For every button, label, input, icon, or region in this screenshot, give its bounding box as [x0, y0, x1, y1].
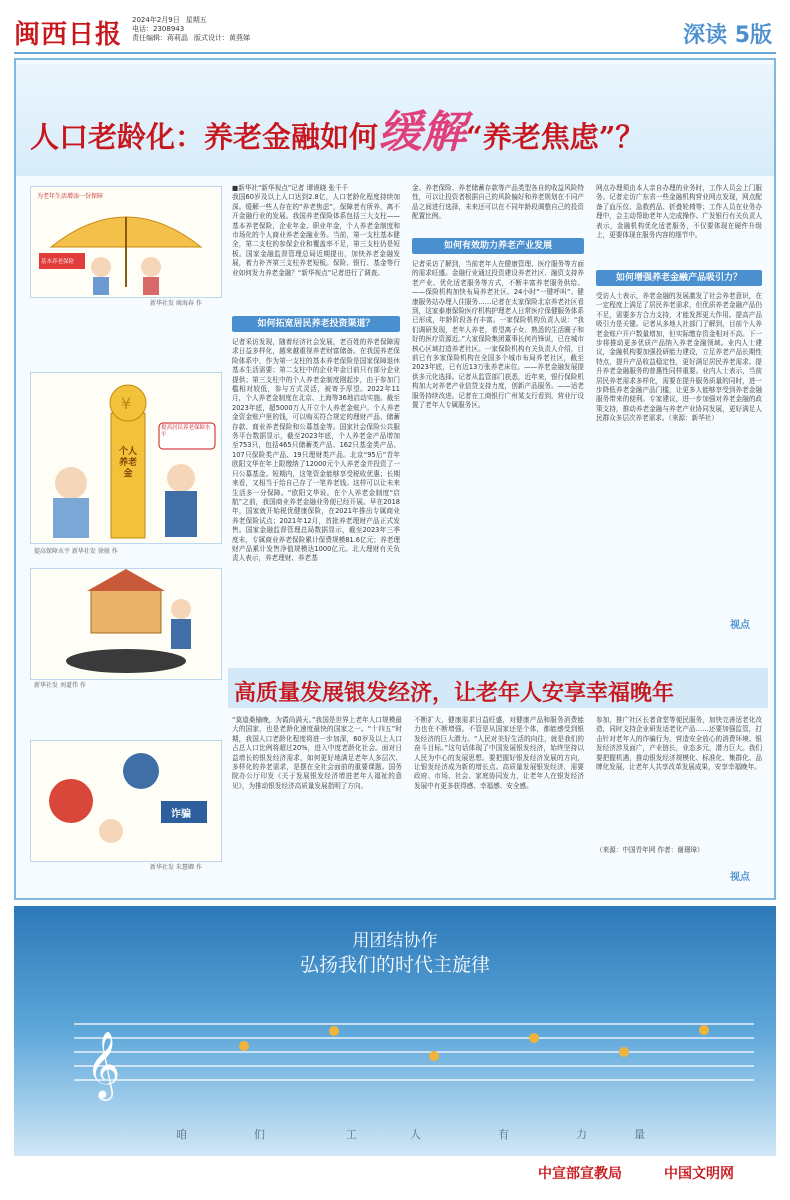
article-body-3: 记者采访了解到，当前老年人在健康管理、医疗服务等方面的需求旺盛。金融行业通过投资建设养老社区、融资支持养老产业、优化适老服务等方式，不断丰富养老服务供给。——保险机构加快布局养老社区。24小时“一键呼叫”、健康服务站办理入住服务……记者在太家保险北京养老社区看到，这家泰康保险医疗机构护理老人日常医疗保健服务体系已形成，年龄阶段各有丰富。一家保险机构负责人说：“我们调研发现，老年人养老，希望离子女、熟悉的生活圈子和好的医疗资源近。”大家保险集团董事长何肖锋说，已在城市核心区域打造养老社区。一家保险机构有关负责人介绍，目前已有多家保险机构在全国多个城市布局养老社区，截至2023年底，已有近13万张养老床位。——养老金融发展提供多元化选择。记者从监管部门获悉，近年来，银行保险机构加大对养老产业信贷支持力度，创新产品服务。——适老服务持续改进。记者在工商银行广州某支行看到，营业厅设置了老年人专属服务区。 — [412, 260, 584, 410]
main-headline — [30, 96, 644, 160]
illustration-pillar — [30, 372, 222, 544]
umbrella-drawing — [31, 187, 221, 297]
subhead-2: 如何有效助力养老产业发展 — [412, 238, 584, 254]
article-body-4: 网点办理须由本人亲自办理的业务时，工作人员会上门服务。记者走访广东省一些金融机构营业网点发现，网点配备了血压仪、急救药品、折叠轮椅等；工作人员在业务办理中，会主动帮助老年人完成操作。广发银行有关负责人表示，金融机构优化适老服务，不仅要体现在硬件升级上，更要体现在服务内容的细节中。 — [596, 184, 762, 240]
masthead — [14, 10, 776, 50]
scam-drawing — [31, 741, 221, 861]
commentary-col-3: 参加，推广社区长者食堂等便民服务，加快完善适老化改造，同时支持企业研发适老化产品……还要加强监管，打击针对老年人的诈骗行为，营造安全放心的消费环境。银发经济涉及面广，产业链长，业态多元，潜力巨大。我们要把握机遇，推动银发经济规模化、标准化、集群化、品牌化发展，让老年人共享改革发展成果，安享幸福晚年。 — [596, 716, 762, 772]
subhead-1: 如何拓宽居民养老投资渠道？ — [232, 316, 400, 332]
pension-sign: 基本养老保险 — [41, 259, 75, 265]
lyric-7: 量 — [634, 1128, 647, 1141]
pillar-label: 个人养老金 — [118, 447, 137, 479]
illustration-pit — [30, 568, 222, 680]
issue-phone: 电话：2308943 — [132, 25, 185, 33]
headline-emphasis: 缓解 — [378, 107, 467, 158]
caption-4: 新华社发 朱慧卿 作 — [150, 864, 202, 871]
article-body-1: 记者采访发现，随着经济社会发展，老百姓的养老保障需求日益多样化，越来越重视养老财富储备。在我国养老保险体系中，作为第一支柱的基本养老保险是国家保障退休基本生活需要；第二支柱中的企业年金目前只有部分企业提供；第三支柱中的个人养老金制度刚起步，由于参加门槛相对较低，参与方式灵活，被寄予厚望。2022年11月，个人养老金制度在北京、上海等36地启动实施。截至2023年底，超5000万人开立个人养老金账户。个人养老金资金账户里的钱，可以购买符合规定的理财产品、储蓄存款、商业养老保险和公募基金等。国家社会保险公共服务平台数据显示，截至2023年底，个人养老金产品增加至753只，包括465只储蓄类产品、162只基金类产品、107只保险类产品、19只理财类产品。北京“95后”青年欧阳文华在年上限缴纳了12000元个人养老金并投资了一只公募基金。短期内，这笔资金能够享受税收优惠；长期来看，又相当于给自己存了一笔养老钱。这样可以让未来生活多一分保障。“欧阳文华说。在个人养老金制度“启航”之前，我国商业养老金融业务便已经开展。早在2018年，国家就开始税优健康保险，在2021年推出专属商业养老保险试点；2021年12月，首批养老理财产品正式发售。国家金融监督管理总局数据显示，截至2023年三季度末，专属商业养老保险累计保费规模81.6亿元；养老理财产品累计发售净值规模达1000亿元。北大理财有关负责人表示，养老理财、养老基 — [232, 338, 400, 563]
issue-designer: 版式设计：黄燕娣 — [194, 34, 250, 42]
music-staff — [14, 906, 776, 1156]
footer-publisher-2: 中国文明网 — [664, 1166, 734, 1182]
caption-3: 新华社发 刘道伟 作 — [34, 682, 86, 689]
speech-bubble: 提高居民养老保障水平 — [161, 425, 211, 438]
article-body-5: 受访人士表示，养老金融的发展激发了社会养老意识，在一定程度上满足了居民养老需求，但优质养老金融产品仍不足，需要多方合力支持，才能发挥更大作用。提高产品吸引力是关键。记者从多地人社部门了解到，目前个人养老金账户开户数量增加，但实际缴存资金相对不高。下一步将推动更多优质产品纳入养老金融领域。业内人士建议，金融机构要加强投研能力建设，立足养老产品长期性特点，提升产品收益稳定性，更好满足居民养老需求。提升养老金融服务的普惠性同样重要。业内人士表示，当前居民养老需求多样化，需要在提升服务质量的同时，进一步降低养老金融产品门槛，让更多人能够享受到养老金融服务带来的便利。专家建议，进一步加强对养老金融的政策支持，推动养老金融与养老产业协同发展，更好满足人民群众多层次养老需求。（来源：新华社） — [596, 292, 762, 423]
caption-1: 新华社发 商海春 作 — [150, 300, 202, 307]
issue-date: 2024年2月9日 — [132, 16, 180, 24]
article-body-2: 金、养老保险、养老储蓄存款等产品类型各自的收益风险特性，可以让投资者根据自己的风险偏好和养老规划在不同产品之间进行选择，未来还可以在不同年龄段调整自己的投资配置比例。 — [412, 184, 584, 221]
caption-2: 提高保障水平 新华社发 徐骏 作 — [34, 548, 118, 555]
issue-meta — [132, 16, 256, 43]
illustration-umbrella — [30, 186, 222, 298]
article-lead — [232, 184, 400, 304]
lyric-1: 咱 — [176, 1128, 189, 1141]
view-tag-2: 视点 — [730, 872, 750, 883]
lyric-6: 力 — [576, 1128, 589, 1141]
masthead-rule — [14, 52, 776, 54]
headline-2: 高质量发展银发经济，让老年人安享幸福晚年 — [234, 680, 675, 706]
section-title: 深读 5版 — [683, 23, 772, 48]
footer-publisher-1: 中宣部宣教局 — [538, 1166, 622, 1182]
svg-text:¥: ¥ — [121, 394, 132, 413]
issue-editor: 责任编辑：蒋莉晶 — [132, 34, 188, 42]
article-lead-text: 我国60岁及以上人口达到2.8亿，人口老龄化程度持续加深。缓解一些人存在的“养老焦虑”，保障老有所养，离不开金融行业的发展。我国养老保险体系包括三大支柱——基本养老保险，企业年金、职业年金，个人养老金制度和市场化的个人商业养老金融业务。当前，第一支柱基本健全，第二支柱的参保企业和覆盖率不足，第三支柱仍是短板。国家金融监督管理总局近期提出，加快养老金融发展，着力补齐第三支柱养老短板。保险、银行、基金等行业如何发力养老金融？“新华视点”记者进行了调查。 — [232, 193, 400, 277]
scam-label: 诈骗 — [171, 809, 191, 820]
commentary-col-2: 不断扩大，健康需求日益旺盛，对健康产品和服务消费能力也在不断增强。不管是从国家还是个体，都能感受到银发经济的巨大潜力。“人民对美好生活的向往，就是我们的奋斗目标。”这句话体现了中国发展银发经济，始终坚持以人民为中心的发展思想。要把握好银发经济发展的方向，让银发经济成为新的增长点。高质量发展银发经济，需要政府、市场、社会、家庭协同发力，让老年人在银发经济发展中有更多获得感、幸福感、安全感。 — [414, 716, 584, 790]
public-service-poster — [14, 906, 776, 1156]
article-byline: ■新华社“新华视点”记者 谭谟晓 张千千 — [232, 184, 349, 192]
svg-text:𝄞: 𝄞 — [86, 1030, 121, 1098]
commentary-col-1: “莫道桑榆晚，为霞尚满天。”我国是世界上老年人口规模最大的国家，也是老龄化速度最快的国家之一。“十四五”时期，我国人口老龄化程度将进一步加深，60岁及以上人口占总人口比例将超过20%，进入中度老龄化社会。面对日益增长的银发经济需求，如何更好地满足老年人多层次、多样化的养老需求，是摆在全社会面前的重要课题。国务院办公厅印发《关于发展银发经济增进老年人福祉的意见》，为推动银发经济高质量发展指明了方向。 — [232, 716, 402, 790]
illustration-scam — [30, 740, 222, 862]
newspaper-logo: 闽西日报 — [14, 20, 123, 50]
headline-part1: 人口老龄化：养老金融如何 — [30, 120, 379, 154]
commentary-source: （来源：中国青年网 作者：谢璟璋） — [596, 846, 704, 854]
lyric-2: 们 — [254, 1128, 267, 1141]
poster-title-2: 弘扬我们的时代主旋律 — [299, 954, 490, 976]
lyric-4: 人 — [410, 1128, 423, 1141]
issue-weekday: 星期五 — [185, 16, 207, 24]
lyric-5: 有 — [498, 1128, 511, 1141]
subhead-3: 如何增强养老金融产品吸引力？ — [596, 270, 762, 286]
headline-part2: “养老焦虑”？ — [466, 120, 645, 154]
lyric-3: 工 — [346, 1128, 359, 1141]
pit-drawing — [31, 569, 221, 679]
umbrella-sign: 为老年生活增添一份保障 — [37, 193, 104, 200]
view-tag-1: 视点 — [730, 620, 750, 631]
poster-title-1: 用团结协作 — [352, 931, 438, 951]
